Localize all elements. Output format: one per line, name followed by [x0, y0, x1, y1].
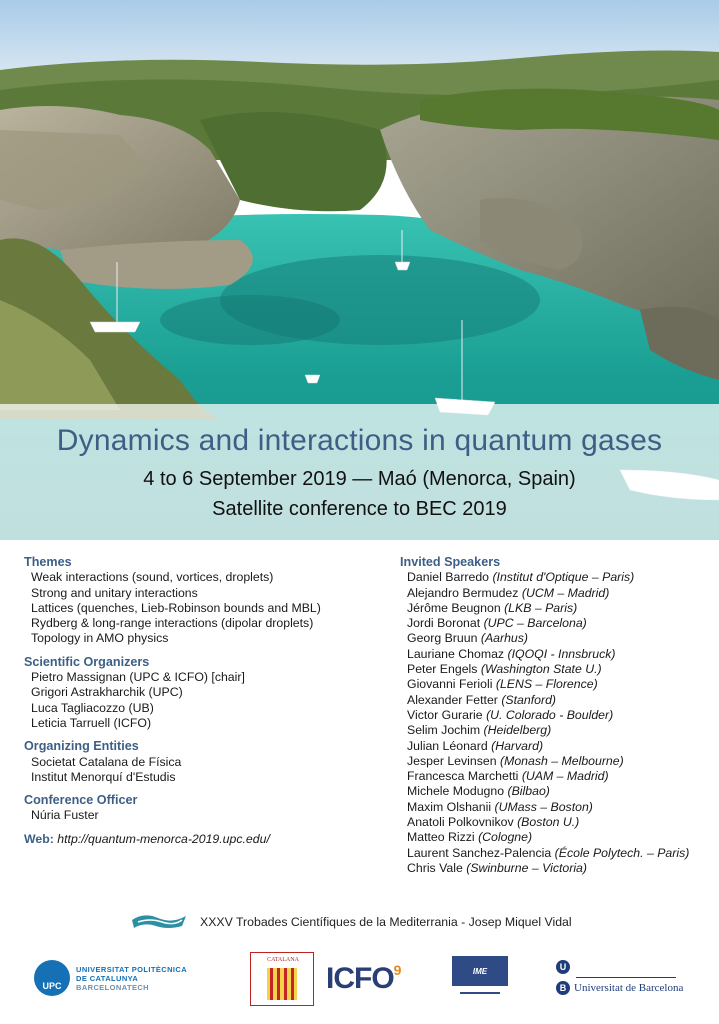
ub-text: Universitat de Barcelona	[574, 982, 684, 994]
speaker-affiliation: (Bilbao)	[507, 784, 550, 799]
upc-line2: DE CATALUNYA	[76, 973, 139, 983]
web-line: Web: http://quantum-menorca-2019.upc.edu/	[24, 831, 270, 846]
organizers-heading: Scientific Organizers	[24, 654, 150, 669]
icfo-mark: 9	[393, 962, 401, 978]
trobades-wave-logo	[130, 910, 188, 934]
speaker-item	[400, 693, 710, 708]
upc-logo	[34, 960, 187, 996]
speaker-affiliation: (Cologne)	[478, 830, 533, 845]
speaker-item	[400, 662, 710, 677]
speaker-affiliation: (Monash – Melbourne)	[499, 753, 624, 768]
theme-item: Strong and unitary interactions	[31, 585, 198, 600]
ime-logo	[452, 956, 508, 1000]
speaker-item	[400, 723, 710, 738]
speaker-affiliation: (UPC – Barcelona)	[483, 616, 587, 631]
ub-logo	[556, 960, 683, 995]
organizer-item: Grigori Astrakharchik (UPC)	[31, 685, 183, 700]
speaker-name: Jordi Boronat	[407, 616, 481, 631]
speaker-name: Michele Modugno	[407, 784, 505, 799]
officer-heading: Conference Officer	[24, 793, 138, 808]
organizer-item: Pietro Massignan (UPC & ICFO) [chair]	[31, 670, 245, 685]
scf-logo	[250, 952, 314, 1006]
speaker-affiliation: (Harvard)	[491, 738, 544, 753]
speaker-affiliation: (Boston U.)	[517, 815, 580, 830]
speaker-name: Laurent Sanchez-Palencia	[407, 845, 552, 860]
speaker-name: Anatoli Polkovnikov	[407, 815, 514, 830]
trobades-text: XXXV Trobades Científiques de la Mediterrania - Josep Miquel Vidal	[200, 915, 572, 929]
speaker-affiliation: (UCM – Madrid)	[521, 585, 610, 600]
speaker-name: Francesca Marchetti	[407, 769, 519, 784]
left-column	[24, 555, 364, 847]
web-link[interactable]: http://quantum-menorca-2019.upc.edu/	[57, 831, 270, 846]
speaker-item	[400, 754, 710, 769]
speaker-name: Peter Engels	[407, 662, 478, 677]
speaker-name: Georg Bruun	[407, 631, 478, 646]
entity-item: Institut Menorquí d'Estudis	[31, 769, 176, 784]
speaker-item	[400, 708, 710, 723]
speaker-name: Matteo Rizzi	[407, 830, 475, 845]
speaker-item	[400, 769, 710, 784]
speaker-item	[400, 800, 710, 815]
theme-item: Rydberg & long-range interactions (dipolar droplets)	[31, 616, 314, 631]
upc-mark: UPC	[34, 960, 70, 996]
speaker-item	[400, 830, 710, 845]
speaker-affiliation: (LKB – Paris)	[504, 600, 578, 615]
speaker-item	[400, 739, 710, 754]
speaker-name: Selim Jochim	[407, 723, 481, 738]
icfo-text: ICFO	[326, 962, 394, 995]
scf-label: CATALANA	[267, 957, 299, 963]
speaker-affiliation: (U. Colorado - Boulder)	[486, 707, 614, 722]
organizer-item: Luca Tagliacozzo (UB)	[31, 700, 154, 715]
speaker-name: Alexander Fetter	[407, 692, 498, 707]
speaker-affiliation: (UAM – Madrid)	[521, 769, 609, 784]
speaker-item	[400, 647, 710, 662]
organizer-item: Leticia Tarruell (ICFO)	[31, 715, 152, 730]
theme-item: Weak interactions (sound, vortices, droplets)	[31, 570, 274, 585]
speaker-affiliation: (UMass – Boston)	[494, 799, 593, 814]
satellite-line: Satellite conference to BEC 2019	[212, 498, 507, 520]
entities-section	[24, 739, 364, 785]
themes-heading: Themes	[24, 555, 72, 569]
speaker-item	[400, 631, 710, 646]
upc-line1: UNIVERSITAT POLITÈCNICA	[76, 964, 188, 974]
speaker-affiliation: (Stanford)	[501, 692, 557, 707]
speaker-affiliation: (Aarhus)	[480, 631, 528, 646]
speaker-affiliation: (Institut d'Optique – Paris)	[492, 570, 635, 585]
speaker-affiliation: (Swinburne – Victoria)	[466, 860, 587, 875]
theme-item: Lattices (quenches, Lieb-Robinson bounds and MBL)	[31, 600, 321, 615]
logos-row	[0, 950, 719, 1010]
officer-item: Núria Fuster	[31, 808, 99, 823]
speaker-item	[400, 616, 710, 631]
conference-title: Dynamics and interactions in quantum gases	[56, 424, 663, 457]
ub-mark-b: B	[556, 981, 570, 995]
speaker-item	[400, 570, 710, 585]
speaker-item	[400, 586, 710, 601]
speaker-name: Victor Gurarie	[407, 707, 483, 722]
speaker-affiliation: (Heidelberg)	[483, 723, 552, 738]
entity-item: Societat Catalana de Física	[31, 754, 182, 769]
speaker-name: Giovanni Ferioli	[407, 677, 493, 692]
web-label: Web	[24, 831, 50, 846]
speaker-name: Daniel Barredo	[407, 570, 490, 585]
entities-heading: Organizing Entities	[24, 739, 139, 754]
scf-stripes-icon	[267, 968, 297, 1000]
speaker-affiliation: (École Polytech. – Paris)	[554, 845, 690, 860]
trobades-line	[130, 910, 572, 934]
speaker-item	[400, 677, 710, 692]
speaker-name: Jesper Levinsen	[407, 753, 497, 768]
speaker-name: Chris Vale	[407, 860, 463, 875]
speaker-item	[400, 601, 710, 616]
speaker-name: Julian Léonard	[407, 738, 488, 753]
ime-box: IME	[452, 956, 508, 986]
speaker-affiliation: (IQOQI - Innsbruck)	[507, 646, 616, 661]
speakers-column	[400, 555, 710, 876]
speakers-list	[400, 570, 710, 876]
speaker-item	[400, 784, 710, 799]
speaker-affiliation: (Washington State U.)	[480, 662, 602, 677]
theme-item: Topology in AMO physics	[31, 631, 169, 646]
speaker-name: Jérôme Beugnon	[407, 600, 501, 615]
speaker-item	[400, 815, 710, 830]
speaker-name: Maxim Olshanii	[407, 799, 492, 814]
officer-section	[24, 793, 364, 824]
ub-mark-u: U	[556, 960, 570, 974]
upc-line3: BARCELONATECH	[76, 982, 149, 992]
speaker-name: Lauriane Chomaz	[407, 646, 505, 661]
dates-location: 4 to 6 September 2019 — Maó (Menorca, Spain)	[143, 468, 576, 490]
themes-section	[24, 555, 364, 647]
organizers-section	[24, 655, 364, 731]
speaker-item	[400, 861, 710, 876]
speaker-name: Alejandro Bermudez	[407, 585, 519, 600]
speakers-heading: Invited Speakers	[400, 555, 501, 569]
speaker-affiliation: (LENS – Florence)	[495, 677, 598, 692]
speaker-item	[400, 846, 710, 861]
icfo-logo	[326, 962, 400, 996]
